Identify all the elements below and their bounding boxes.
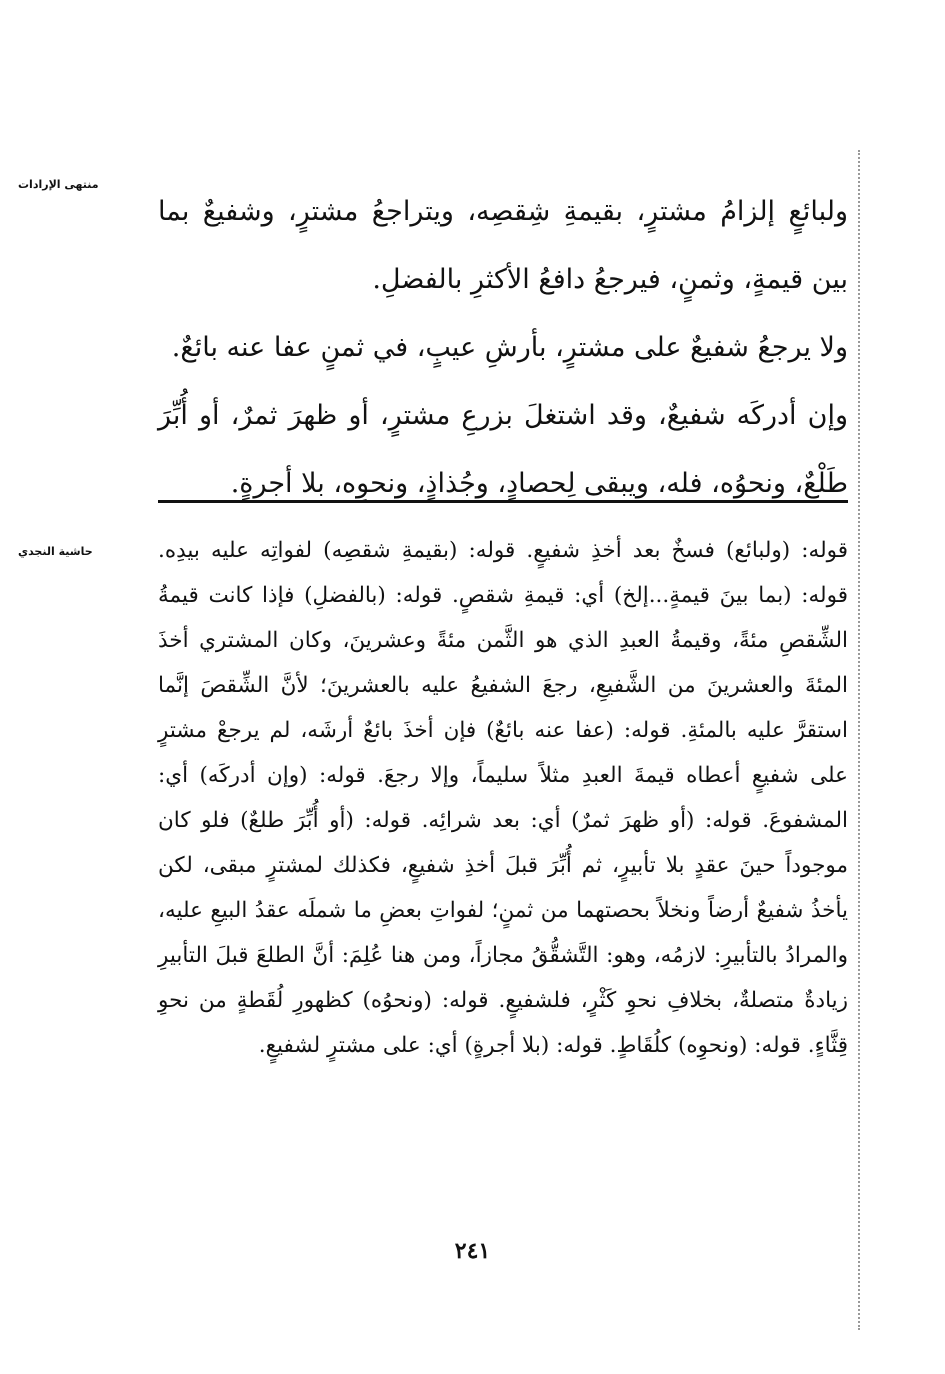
main-paragraph-3: وإن أدركَه شفيعٌ، وقد اشتغلَ بزرعِ مشترٍ، أو ظهرَ ثمرٌ، أو أُبِّرَ طَلْعٌ، ونحوُه، فله، ويبقى لِحصادٍ، وجُذاذٍ، ونحوِه، بلا أجرةٍ. <box>158 400 848 499</box>
margin-dotted-rule <box>858 150 860 1330</box>
main-text <box>158 178 848 518</box>
section-divider <box>158 500 848 503</box>
page-number: ٢٤١ <box>454 1238 491 1264</box>
commentary-paragraph: قوله: (ولبائع) فسخٌ بعد أخذِ شفيعٍ. قوله: (بقيمةِ شقصِه) لفواتِه عليه بيدِه. قوله: (بما بينَ قيمةٍ...إلخ) أي: قيمةِ شقصٍ. قوله: (بالفضلِ) فإذا كانت قيمةُ الشِّقصِ مئةً، وقيمةُ العبدِ الذي هو الثَّمن مئةً وعشرينَ، وكان المشتري أخذَ المئةَ والعشرينَ من الشَّفيعِ، رجعَ الشفيعُ عليه بالعشرينَ؛ لأنَّ الشِّقصَ إنَّما استقرَّ عليه بالمئةِ. قوله: (عفا عنه بائعٌ) فإن أخذَ بائعٌ أرشَه، لم يرجعْ مشترٍ على شفيعٍ أعطاه قيمةَ العبدِ مثلاً سليماً، وإلا رجعَ. قوله: (وإن أدركَه) أي: المشفوعَ. قوله: (أو ظهرَ ثمرٌ) أي: بعد شرائِه. قوله: (أو أُبِّرَ طلعٌ) فلو كان موجوداً حينَ عقدٍ بلا تأبيرٍ، ثم أُبِّرَ قبلَ أخذِ شفيعٍ، فكذلك لمشترٍ مبقى، لكن يأخذُ شفيعٌ أرضاً ونخلاً بحصتهما من ثمنٍ؛ لفواتِ بعضِ ما شملَه عقدُ البيعِ عليه، والمرادُ بالتأبيرِ: لازمُه، وهو: التَّشقُّقُ مجازاً، ومن هنا عُلِمَ: أنَّ الطلعَ قبلَ التأبيرِ زيادةٌ متصلةٌ، بخلافِ نحوِ كَثْرٍ، فلشفيعٍ. قوله: (ونحوُه) كظهورِ لُقَطةٍ من نحوِ قِثَّاءٍ. قوله: (ونحوِه) كلُقَاطٍ. قوله: (بلا أجرةٍ) أي: على مشترٍ لشفيعٍ. <box>158 538 848 1058</box>
main-paragraph-2: ولا يرجعُ شفيعٌ على مشترٍ، بأرشِ عيبٍ، في ثمنٍ عفا عنه بائعٌ. <box>171 332 848 363</box>
side-label-top: منتهى الإرادات <box>18 178 99 191</box>
side-label-bottom: حاشية النجدي <box>18 545 93 558</box>
main-paragraph-1: ولبائعٍ إلزامُ مشترٍ، بقيمةِ شِقصِه، ويتراجعُ مشترٍ، وشفيعٌ بما بين قيمةٍ، وثمنٍ، فيرجعُ دافعُ الأكثرِ بالفضلِ. <box>158 196 848 295</box>
commentary-text <box>158 528 848 1068</box>
